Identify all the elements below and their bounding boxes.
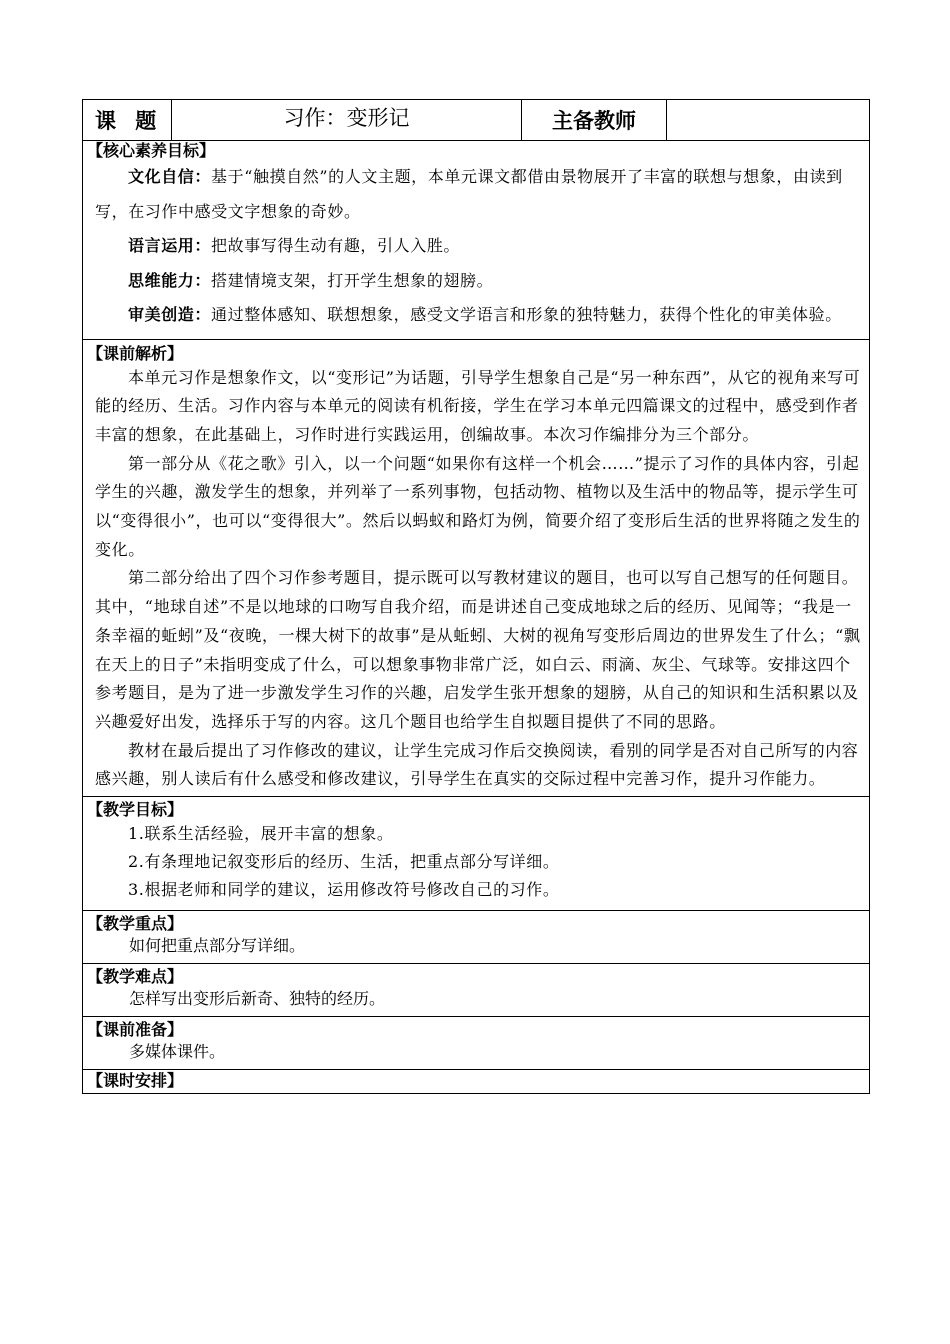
teaching-goals-section bbox=[83, 797, 870, 911]
topic-label: 课 题 bbox=[83, 100, 172, 141]
teacher-label: 主备教师 bbox=[522, 100, 667, 141]
key-point-text: 如何把重点部分写详细。 bbox=[129, 936, 306, 956]
teacher-value bbox=[667, 100, 870, 141]
difficulty-title: 【教学难点】 bbox=[87, 967, 184, 987]
teaching-goal-item: 2.有条理地记叙变形后的经历、生活，把重点部分写详细。 bbox=[128, 852, 560, 872]
core-goal-language: 语言运用：把故事写得生动有趣，引人入胜。 bbox=[128, 236, 461, 255]
topic-title: 习作：变形记 bbox=[172, 100, 522, 141]
schedule-section bbox=[83, 1070, 870, 1094]
core-goal-aesthetics: 审美创造：通过整体感知、联想想象，感受文学语言和形象的独特魅力，获得个性化的审美体验。 bbox=[128, 305, 842, 324]
core-goal-culture: 文化自信：基于“触摸自然”的人文主题，本单元课文都借由景物展开了丰富的联想与想象，由读到写，在习作中感受文字想象的奇妙。 bbox=[95, 167, 843, 221]
analysis-paragraph: 教材在最后提出了习作修改的建议，让学生完成习作后交换阅读，看别的同学是否对自己所写的内容感兴趣，别人读后有什么感受和修改建议，引导学生在真实的交际过程中完善习作，提升习作能力。 bbox=[95, 740, 859, 789]
core-goals-section bbox=[83, 141, 870, 340]
teaching-goal-item: 3.根据老师和同学的建议，运用修改符号修改自己的习作。 bbox=[128, 880, 560, 900]
analysis-paragraph: 本单元习作是想象作文，以“变形记”为话题，引导学生想象自己是“另一种东西”，从它的视角来写可能的经历、生活。习作内容与本单元的阅读有机衔接，学生在学习本单元四篇课文的过程中，感受到作者丰富的想象，在此基础上，习作时进行实践运用，创编故事。本次习作编排分为三个部分。 bbox=[95, 367, 861, 444]
schedule-title: 【课时安排】 bbox=[87, 1071, 184, 1091]
preparation-title: 【课前准备】 bbox=[87, 1020, 184, 1040]
analysis-paragraph: 第一部分从《花之歌》引入，以一个问题“如果你有这样一个机会……”提示了习作的具体内容，引起学生的兴趣，激发学生的想象，并列举了一系列事物，包括动物、植物以及生活中的物品等，提示学生可以“变得很小”，也可以“变得很大”。然后以蚂蚁和路灯为例，简要介绍了变形后生活的世界将随之发生的变化。 bbox=[95, 453, 861, 559]
teaching-goal-item: 1.联系生活经验，展开丰富的想象。 bbox=[128, 824, 394, 844]
teaching-goals-title: 【教学目标】 bbox=[87, 800, 184, 820]
analysis-section bbox=[83, 339, 870, 797]
lesson-plan-page bbox=[82, 99, 869, 1094]
core-goals-title: 【核心素养目标】 bbox=[87, 141, 216, 160]
header-row bbox=[83, 100, 870, 141]
analysis-title: 【课前解析】 bbox=[87, 343, 184, 363]
preparation-text: 多媒体课件。 bbox=[129, 1042, 226, 1062]
lesson-plan-table bbox=[82, 99, 870, 1094]
difficulty-text: 怎样写出变形后新奇、独特的经历。 bbox=[129, 989, 386, 1009]
difficulty-section bbox=[83, 964, 870, 1017]
preparation-section bbox=[83, 1017, 870, 1070]
key-point-section bbox=[83, 911, 870, 964]
core-goal-thinking: 思维能力：搭建情境支架，打开学生想象的翅膀。 bbox=[128, 270, 494, 290]
analysis-paragraph: 第二部分给出了四个习作参考题目，提示既可以写教材建议的题目，也可以写自己想写的任何题目。其中，“地球自述”不是以地球的口吻写自我介绍，而是讲述自己变成地球之后的经历、见闻等；“我是一条幸福的蚯蚓”及“夜晚，一棵大树下的故事”是从蚯蚓、大树的视角写变形后周边的世界发生了什么；“飘在天上的日子”未指明变成了什么，可以想象事物非常广泛，如白云、雨滴、灰尘、气球等。安排这四个参考题目，是为了进一步激发学生习作的兴趣，启发学生张开想象的翅膀，从自己的知识和生活积累以及兴趣爱好出发，选择乐于写的内容。这几个题目也给学生自拟题目提供了不同的思路。 bbox=[95, 568, 861, 731]
key-point-title: 【教学重点】 bbox=[87, 914, 184, 934]
